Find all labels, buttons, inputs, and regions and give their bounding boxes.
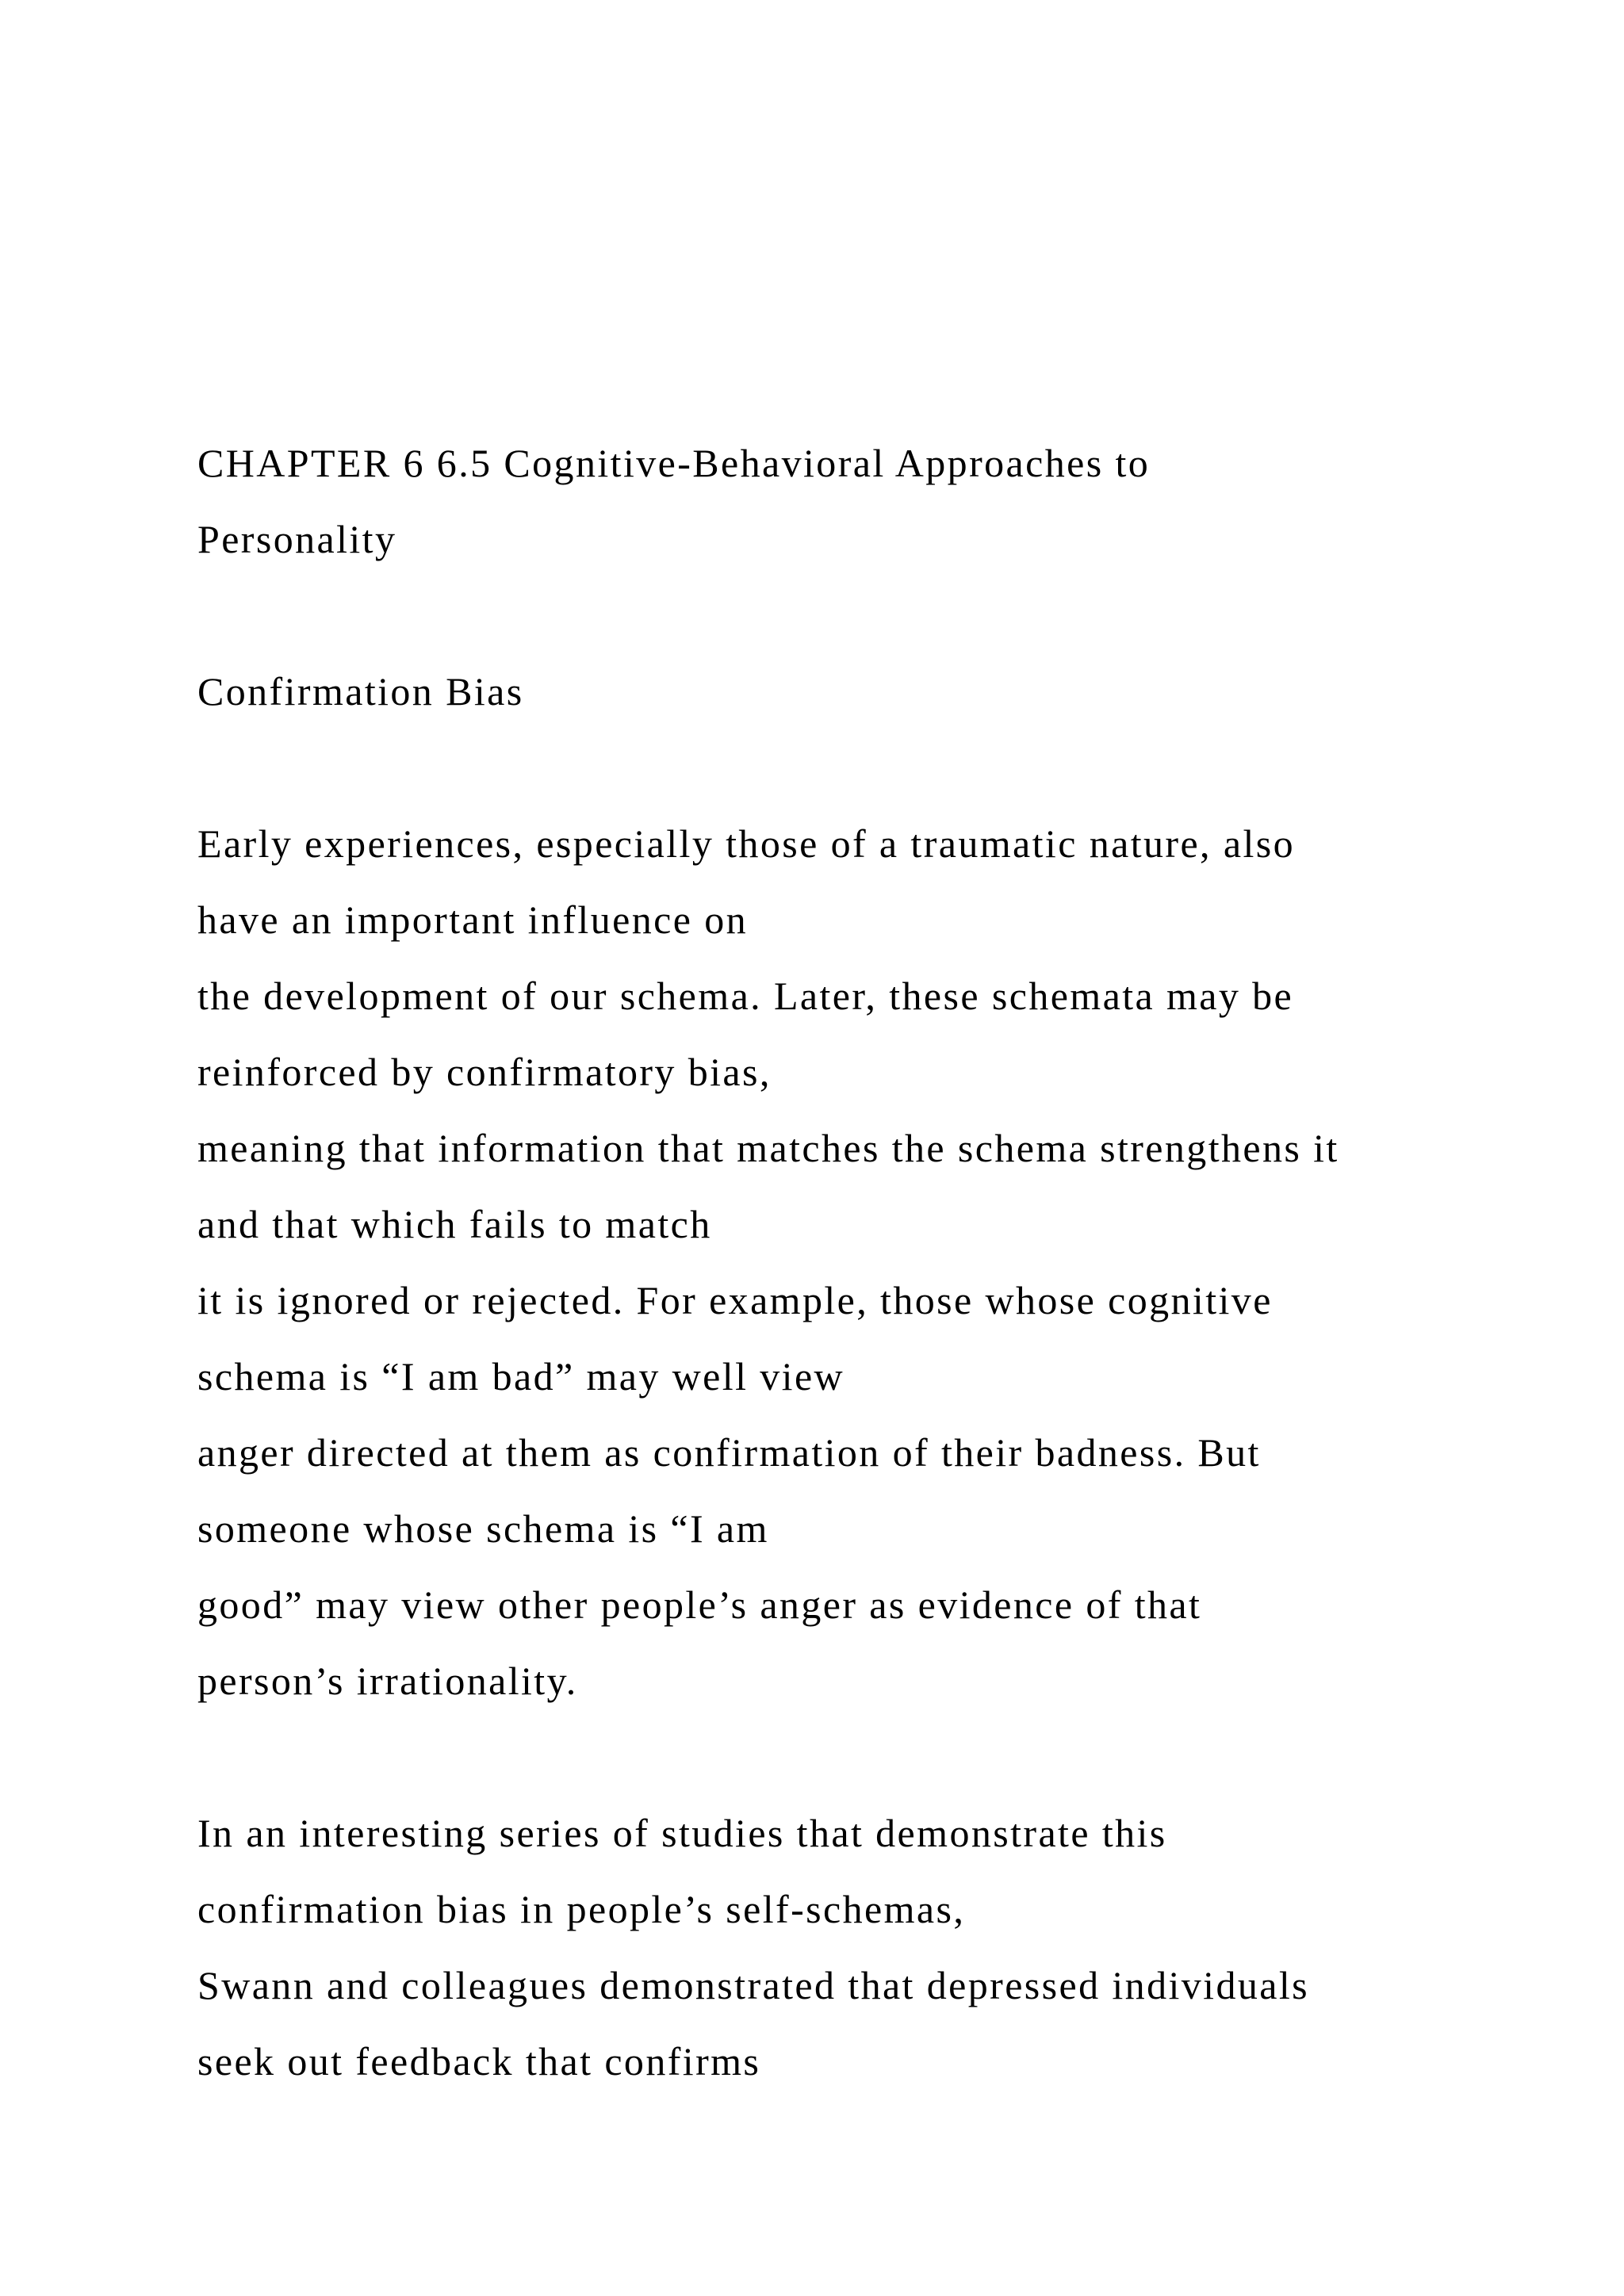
document-body: [197, 425, 1593, 2099]
section-subheading: Confirmation Bias: [197, 669, 524, 714]
paragraph-line: good” may view other people’s anger as evidence of that: [197, 1582, 1202, 1627]
paragraph-line: and that which fails to match: [197, 1202, 712, 1246]
paragraph-line: someone whose schema is “I am: [197, 1506, 769, 1551]
paragraph-1: [197, 806, 1593, 1719]
spacer: [197, 729, 1593, 806]
paragraph-line: Swann and colleagues demonstrated that depressed individuals: [197, 1963, 1310, 2007]
paragraph-line: anger directed at them as confirmation of their badness. But: [197, 1430, 1261, 1475]
paragraph-line: reinforced by confirmatory bias,: [197, 1050, 772, 1094]
paragraph-line: In an interesting series of studies that demonstrate this: [197, 1811, 1167, 1855]
paragraph-line: seek out feedback that confirms: [197, 2039, 761, 2084]
paragraph-line: meaning that information that matches the schema strengthens it: [197, 1126, 1339, 1170]
paragraph-line: Early experiences, especially those of a traumatic nature, also: [197, 821, 1295, 866]
paragraph-line: it is ignored or rejected. For example, those whose cognitive: [197, 1278, 1273, 1322]
paragraph-2: [197, 1795, 1593, 2099]
paragraph-line: have an important influence on: [197, 897, 748, 942]
paragraph-line: confirmation bias in people’s self-schemas,: [197, 1887, 966, 1931]
paragraph-line: schema is “I am bad” may well view: [197, 1354, 845, 1399]
paragraph-line: the development of our schema. Later, these schemata may be: [197, 974, 1294, 1018]
paragraph-line: person’s irrationality.: [197, 1659, 578, 1703]
chapter-heading-line-1: CHAPTER 6 6.5 Cognitive-Behavioral Approaches to: [197, 441, 1151, 485]
spacer: [197, 577, 1593, 653]
chapter-heading-line-2: Personality: [197, 517, 397, 561]
spacer: [197, 1719, 1593, 1795]
